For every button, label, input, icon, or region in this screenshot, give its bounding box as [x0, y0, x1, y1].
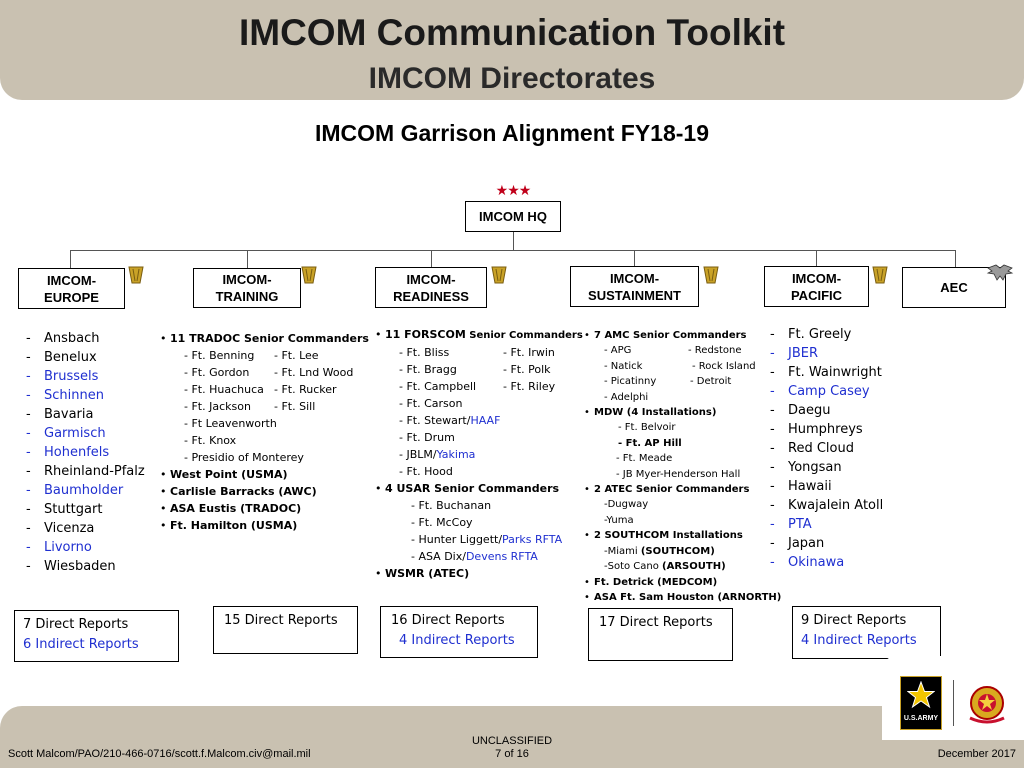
list-item: • Carlisle Barracks (AWC): [160, 483, 375, 500]
europe-reports-box: [14, 610, 179, 662]
list-item: - Ft. Meade: [616, 453, 673, 465]
list-item: - Ft. Knox: [184, 434, 237, 447]
list-item: - Picatinny - Detroit: [604, 376, 732, 388]
eagle-insignia-icon: [986, 264, 1014, 282]
list-item: - Ansbach: [26, 329, 176, 348]
list-item: - Red Cloud: [770, 439, 910, 458]
list-item: • Ft. Hamilton (USMA): [160, 517, 375, 534]
army-star-icon: [907, 681, 935, 709]
list-item: - Kwajalein Atoll: [770, 496, 910, 515]
list-item: - Rheinland-Pfalz: [26, 462, 176, 481]
training-list: [160, 330, 375, 534]
footer-date: December 2017: [937, 748, 1016, 760]
list-item: - Ft. Greely: [770, 325, 910, 344]
list-item: • ASA Eustis (TRADOC): [160, 500, 375, 517]
logo-divider: [953, 680, 954, 726]
list-item: • WSMR (ATEC): [375, 565, 585, 582]
list-item: - Ft. Drum: [399, 431, 455, 444]
list-item: - Ft. Jackson - Ft. Sill: [184, 400, 316, 413]
list-item: - Ft. Carson: [399, 397, 463, 410]
readiness-reports-box: [380, 606, 538, 658]
colonel-insignia-icon: [872, 266, 888, 284]
colonel-insignia-icon: [491, 266, 507, 284]
list-item: - PTA: [770, 515, 910, 534]
list-item: - Ft. Huachuca - Ft. Rucker: [184, 383, 337, 396]
list-item: - JB Myer-Henderson Hall: [616, 468, 741, 480]
division-readiness: [375, 267, 487, 308]
division-label: TRAINING: [215, 289, 279, 304]
sustainment-column: [584, 328, 784, 605]
list-item: • 11 TRADOC Senior Commanders: [160, 330, 375, 347]
list-item: -Miami (SOUTHCOM): [604, 545, 715, 557]
list-item: - Okinawa: [770, 553, 910, 572]
connector-europe: [70, 250, 71, 268]
list-item: - JBLM/Yakima: [399, 448, 476, 461]
readiness-list: [375, 326, 585, 582]
list-item: - Hohenfels: [26, 443, 176, 462]
list-item: - Ft. Campbell - Ft. Riley: [399, 380, 556, 393]
list-item: - Ft. Bragg - Ft. Polk: [399, 363, 551, 376]
list-item: - Wiesbaden: [26, 557, 176, 576]
footer-center: [412, 735, 612, 761]
list-item: - Camp Casey: [770, 382, 910, 401]
division-label: IMCOM-: [222, 272, 272, 287]
list-item: - Ft. Belvoir: [618, 422, 676, 434]
colonel-insignia-icon: [301, 266, 317, 284]
list-item: - ASA Dix/Devens RFTA: [411, 550, 538, 563]
list-item: • Ft. Detrick (MEDCOM): [584, 575, 784, 590]
list-item: - Ft. Bliss - Ft. Irwin: [399, 346, 555, 359]
classification-label: UNCLASSIFIED: [471, 735, 553, 747]
list-item: • MDW (4 Installations): [584, 405, 784, 420]
branch-line: [70, 250, 956, 251]
list-item: - Garmisch: [26, 424, 176, 443]
footer-contact: Scott Malcom/PAO/210-466-0716/scott.f.Malcom.civ@mail.mil: [8, 748, 311, 760]
list-item: - Vicenza: [26, 519, 176, 538]
list-item: - Ft. AP Hill: [618, 437, 682, 449]
list-item: - Stuttgart: [26, 500, 176, 519]
list-item: - Japan: [770, 534, 910, 553]
hq-label: IMCOM HQ: [479, 209, 547, 224]
pacific-reports-box: [792, 606, 941, 659]
list-item: • 7 AMC Senior Commanders: [584, 328, 784, 343]
page-title: IMCOM Communication Toolkit: [238, 12, 786, 53]
list-item: - Ft. Stewart/HAAF: [399, 414, 501, 427]
list-item: • 2 ATEC Senior Commanders: [584, 482, 784, 497]
division-label: EUROPE: [44, 289, 99, 305]
list-item: - Ft. Benning - Ft. Lee: [184, 349, 319, 362]
list-item: -Soto Cano (ARSOUTH): [604, 561, 726, 573]
division-label: READINESS: [393, 288, 469, 304]
readiness-column: [375, 326, 585, 582]
colonel-insignia-icon: [703, 266, 719, 284]
list-item: • West Point (USMA): [160, 466, 375, 483]
list-item: - Bavaria: [26, 405, 176, 424]
direct-reports: 15 Direct Reports: [224, 613, 338, 628]
division-pacific: [764, 266, 869, 307]
list-item: - Humphreys: [770, 420, 910, 439]
list-item: - Ft. Buchanan: [411, 499, 492, 512]
direct-reports: 7 Direct Reports: [23, 617, 129, 632]
list-item: - Ft. Hood: [399, 465, 453, 478]
list-item: - Presidio of Monterey: [184, 451, 304, 464]
division-label: AEC: [940, 280, 968, 295]
list-item: - Ft. Gordon - Ft. Lnd Wood: [184, 366, 354, 379]
list-item: - Hunter Liggett/Parks RFTA: [411, 533, 563, 546]
direct-reports: 16 Direct Reports: [391, 613, 505, 628]
hq-connector: [513, 232, 514, 250]
training-reports-box: [213, 606, 358, 654]
imcom-seal-icon: [962, 680, 1012, 728]
list-item: -Yuma: [604, 514, 634, 526]
indirect-reports: 4 Indirect Reports: [801, 633, 917, 648]
connector-readiness: [431, 250, 432, 268]
division-label: IMCOM-: [791, 270, 842, 286]
list-item: - Natick - Rock Island: [604, 360, 756, 372]
list-item: - Ft. Wainwright: [770, 363, 910, 382]
list-item: - JBER: [770, 344, 910, 363]
list-item: • 4 USAR Senior Commanders: [375, 480, 585, 497]
list-item: - Daegu: [770, 401, 910, 420]
connector-aec: [955, 250, 956, 267]
connector-pacific: [816, 250, 817, 266]
three-star-icon: ★★★: [495, 182, 531, 198]
sustainment-reports-box: [588, 608, 733, 661]
list-item: - Baumholder: [26, 481, 176, 500]
list-item: - Benelux: [26, 348, 176, 367]
division-europe: [18, 268, 125, 309]
page-subtitle: IMCOM Directorates: [368, 62, 656, 95]
pacific-column: [770, 325, 910, 572]
training-column: [160, 330, 375, 534]
list-item: - Ft Leavenworth: [184, 417, 277, 430]
division-sustainment: [570, 266, 699, 307]
list-item: - Adelphi: [604, 391, 649, 403]
list-item: • ASA Ft. Sam Houston (ARNORTH): [584, 590, 784, 605]
list-item: -Dugway: [604, 499, 649, 511]
pacific-list: [770, 325, 910, 572]
connector-sustainment: [634, 250, 635, 266]
division-training: [193, 268, 301, 308]
colonel-insignia-icon: [128, 266, 144, 284]
division-label: PACIFIC: [790, 287, 843, 303]
connector-training: [247, 250, 248, 268]
list-item: - Hawaii: [770, 477, 910, 496]
list-item: - Livorno: [26, 538, 176, 557]
army-logo: [900, 676, 942, 730]
direct-reports: 17 Direct Reports: [599, 615, 713, 630]
direct-reports: 9 Direct Reports: [801, 613, 907, 628]
list-item: • 2 SOUTHCOM Installations: [584, 528, 784, 543]
division-label: IMCOM-: [609, 270, 660, 286]
list-item: - Yongsan: [770, 458, 910, 477]
list-item: - Brussels: [26, 367, 176, 386]
division-label: SUSTAINMENT: [588, 287, 681, 303]
division-label: IMCOM-: [46, 272, 97, 288]
chart-title: IMCOM Garrison Alignment FY18-19: [314, 120, 710, 146]
list-item: - Schinnen: [26, 386, 176, 405]
indirect-reports: 4 Indirect Reports: [399, 633, 515, 648]
indirect-reports: 6 Indirect Reports: [23, 637, 139, 652]
hq-box: [465, 201, 561, 232]
europe-list: [26, 329, 176, 576]
list-item: - Ft. McCoy: [411, 516, 473, 529]
army-logo-text: U.S.ARMY: [903, 715, 939, 722]
sustainment-list: [584, 328, 784, 605]
europe-column: [26, 329, 176, 576]
list-item: - APG - Redstone: [604, 345, 742, 357]
list-item: • 11 FORSCOM Senior Commanders: [375, 326, 585, 344]
division-label: IMCOM-: [406, 271, 456, 287]
page-number: 7 of 16: [495, 748, 529, 760]
